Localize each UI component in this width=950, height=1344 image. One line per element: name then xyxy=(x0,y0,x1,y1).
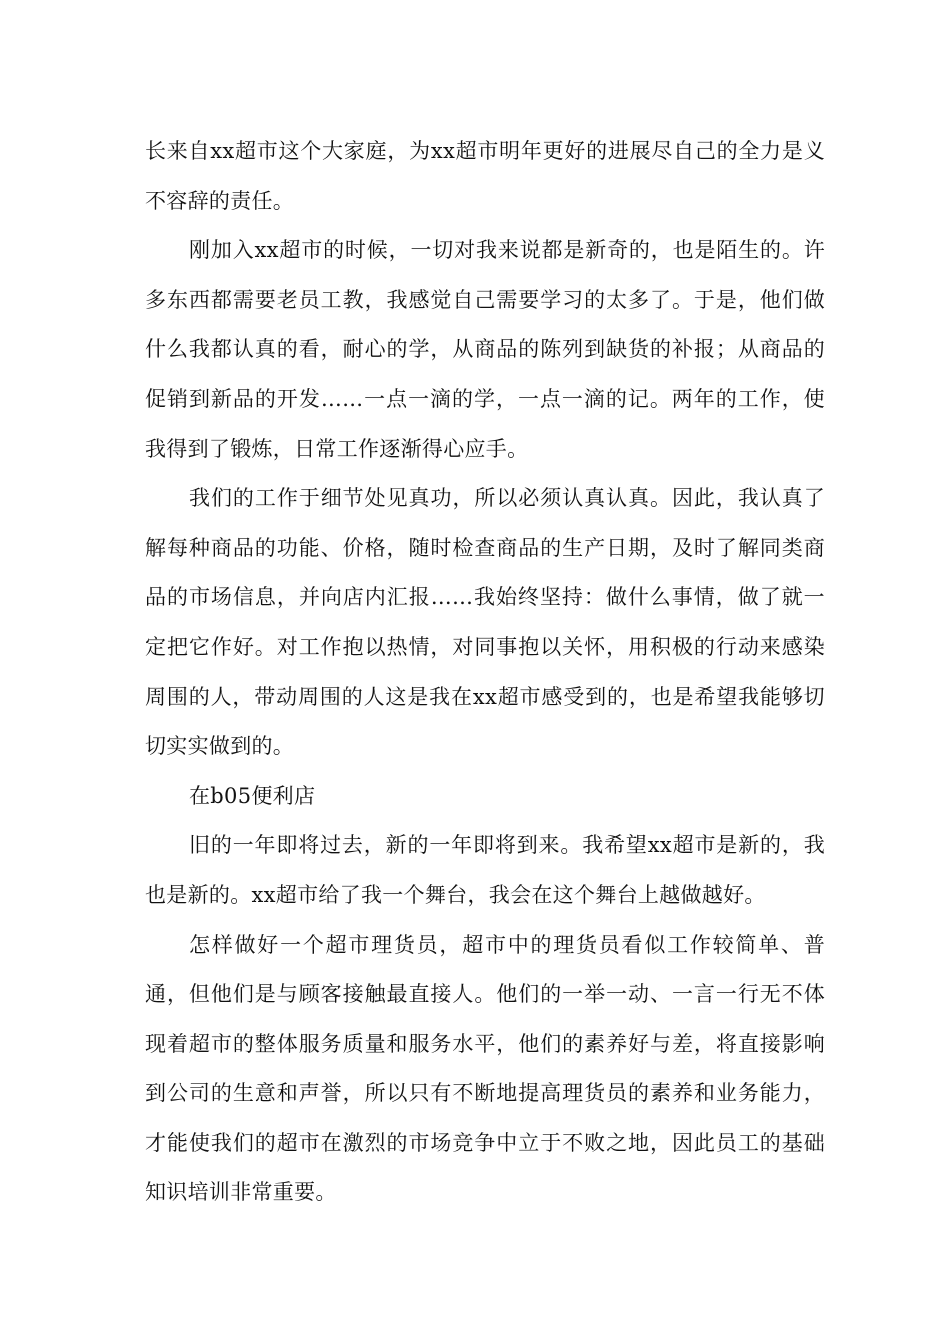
paragraph-continuation: 长来自xx超市这个大家庭，为xx超市明年更好的进展尽自己的全力是义不容辞的责任。 xyxy=(145,139,825,213)
paragraph: 我们的工作于细节处见真功，所以必须认真认真。因此，我认真了解每种商品的功能、价格，随时检查商品的生产日期，及时了解同类商品的市场信息，并向店内汇报……我始终坚持：做什么事情，做了就一定把它作好。对工作抱以热情，对同事抱以关怀，用积极的行动来感染周围的人，带动周围的人这是我在xx超市感受到的，也是希望我能够切切实实做到的。 xyxy=(145,486,825,759)
document-body xyxy=(145,127,825,1218)
paragraph: 旧的一年即将过去，新的一年即将到来。我希望xx超市是新的，我也是新的。xx超市给了我一个舞台，我会在这个舞台上越做越好。 xyxy=(145,833,825,907)
paragraph: 在b05便利店 xyxy=(189,783,316,808)
paragraph: 怎样做好一个超市理货员，超市中的理货员看似工作较简单、普通，但他们是与顾客接触最直接人。他们的一举一动、一言一行无不体现着超市的整体服务质量和服务水平，他们的素养好与差，将直接影响到公司的生意和声誉，所以只有不断地提高理货员的素养和业务能力，才能使我们的超市在激烈的市场竞争中立于不败之地，因此员工的基础知识培训非常重要。 xyxy=(145,932,825,1205)
paragraph: 刚加入xx超市的时候，一切对我来说都是新奇的，也是陌生的。许多东西都需要老员工教，我感觉自己需要学习的太多了。于是，他们做什么我都认真的看，耐心的学，从商品的陈列到缺货的补报；从商品的促销到新品的开发……一点一滴的学，一点一滴的记。两年的工作，使我得到了锻炼，日常工作逐渐得心应手。 xyxy=(145,238,825,461)
